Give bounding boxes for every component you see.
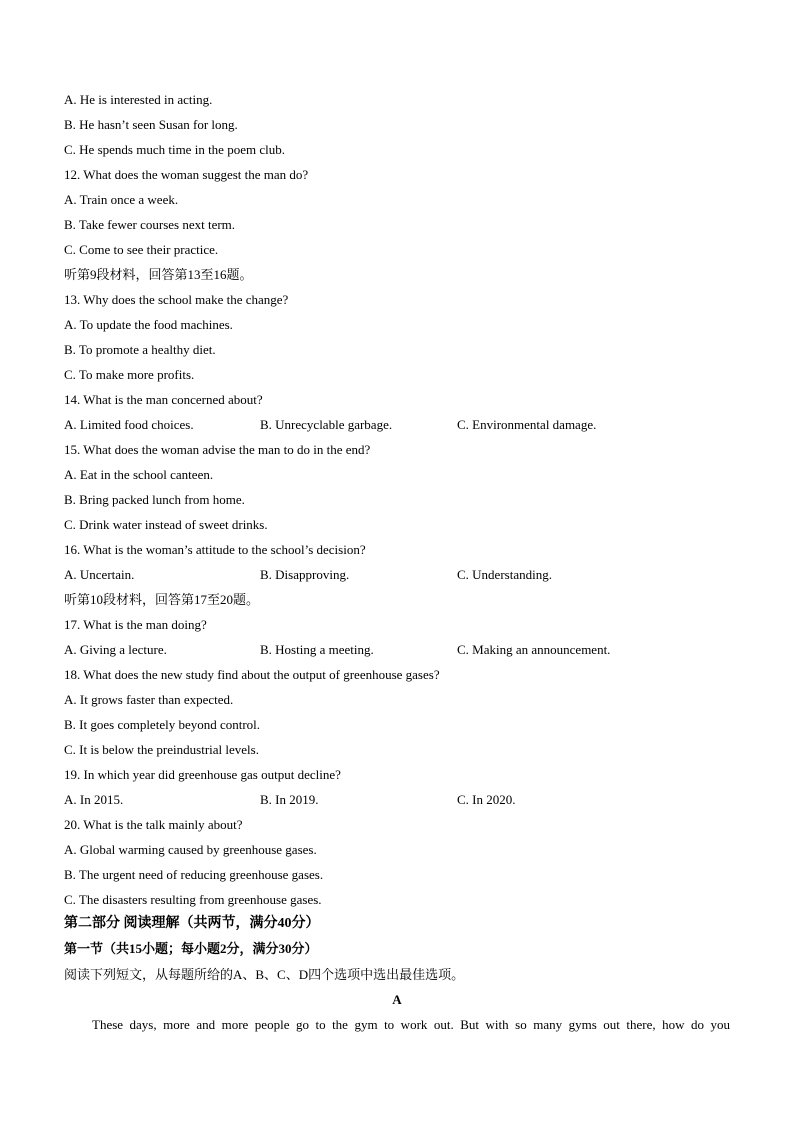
q16-option-b: B. Disapproving. xyxy=(260,567,350,582)
question-16: 16. What is the woman’s attitude to the school’s decision? xyxy=(64,542,366,557)
q14-option-b: B. Unrecyclable garbage. xyxy=(260,417,393,432)
section-9-instruction: 听第9段材料，回答第13至16题。 xyxy=(64,267,253,282)
q14-option-c: C. Environmental damage. xyxy=(457,417,597,432)
question-20: 20. What is the talk mainly about? xyxy=(64,817,243,832)
q20-option-a: A. Global warming caused by greenhouse gases. xyxy=(64,842,317,857)
subsection-title: 第一节（共15小题；每小题2分，满分30分） xyxy=(64,941,318,956)
question-12: 12. What does the woman suggest the man do? xyxy=(64,167,309,182)
q17-option-b: B. Hosting a meeting. xyxy=(260,642,374,657)
q19-option-c: C. In 2020. xyxy=(457,792,516,807)
q15-option-b: B. Bring packed lunch from home. xyxy=(64,492,245,507)
q19-option-a: A. In 2015. xyxy=(64,792,124,807)
q20-option-b: B. The urgent need of reducing greenhouse gases. xyxy=(64,867,324,882)
question-17: 17. What is the man doing? xyxy=(64,617,207,632)
question-18: 18. What does the new study find about the output of greenhouse gases? xyxy=(64,667,440,682)
reading-instruction: 阅读下列短文，从每题所给的A、B、C、D四个选项中选出最佳选项。 xyxy=(64,967,465,982)
q11-option-b: B. He hasn’t seen Susan for long. xyxy=(64,117,238,132)
q18-option-a: A. It grows faster than expected. xyxy=(64,692,234,707)
part-title: 第二部分 阅读理解（共两节，满分40分） xyxy=(64,916,320,931)
section-10-instruction: 听第10段材料，回答第17至20题。 xyxy=(64,592,260,607)
q13-option-a: A. To update the food machines. xyxy=(64,317,233,332)
q18-option-c: C. It is below the preindustrial levels. xyxy=(64,742,259,757)
q15-option-a: A. Eat in the school canteen. xyxy=(64,467,214,482)
q15-option-c: C. Drink water instead of sweet drinks. xyxy=(64,517,268,532)
question-13: 13. Why does the school make the change? xyxy=(64,292,289,307)
q11-option-c: C. He spends much time in the poem club. xyxy=(64,142,285,157)
q17-option-c: C. Making an announcement. xyxy=(457,642,611,657)
passage-label: A xyxy=(392,992,402,1007)
passage-text: These days, more and more people go to the gym to work out. But with so many gyms out there, how do you xyxy=(92,1017,730,1032)
question-14: 14. What is the man concerned about? xyxy=(64,392,263,407)
q20-option-c: C. The disasters resulting from greenhouse gases. xyxy=(64,892,322,907)
q13-option-b: B. To promote a healthy diet. xyxy=(64,342,216,357)
q17-option-a: A. Giving a lecture. xyxy=(64,642,167,657)
q12-option-b: B. Take fewer courses next term. xyxy=(64,217,236,232)
q16-option-a: A. Uncertain. xyxy=(64,567,135,582)
q16-option-c: C. Understanding. xyxy=(457,567,552,582)
q12-option-c: C. Come to see their practice. xyxy=(64,242,219,257)
q18-option-b: B. It goes completely beyond control. xyxy=(64,717,261,732)
q19-option-b: B. In 2019. xyxy=(260,792,319,807)
q14-option-a: A. Limited food choices. xyxy=(64,417,194,432)
q13-option-c: C. To make more profits. xyxy=(64,367,195,382)
q11-option-a: A. He is interested in acting. xyxy=(64,92,213,107)
question-15: 15. What does the woman advise the man to do in the end? xyxy=(64,442,371,457)
question-19: 19. In which year did greenhouse gas output decline? xyxy=(64,767,341,782)
q12-option-a: A. Train once a week. xyxy=(64,192,179,207)
